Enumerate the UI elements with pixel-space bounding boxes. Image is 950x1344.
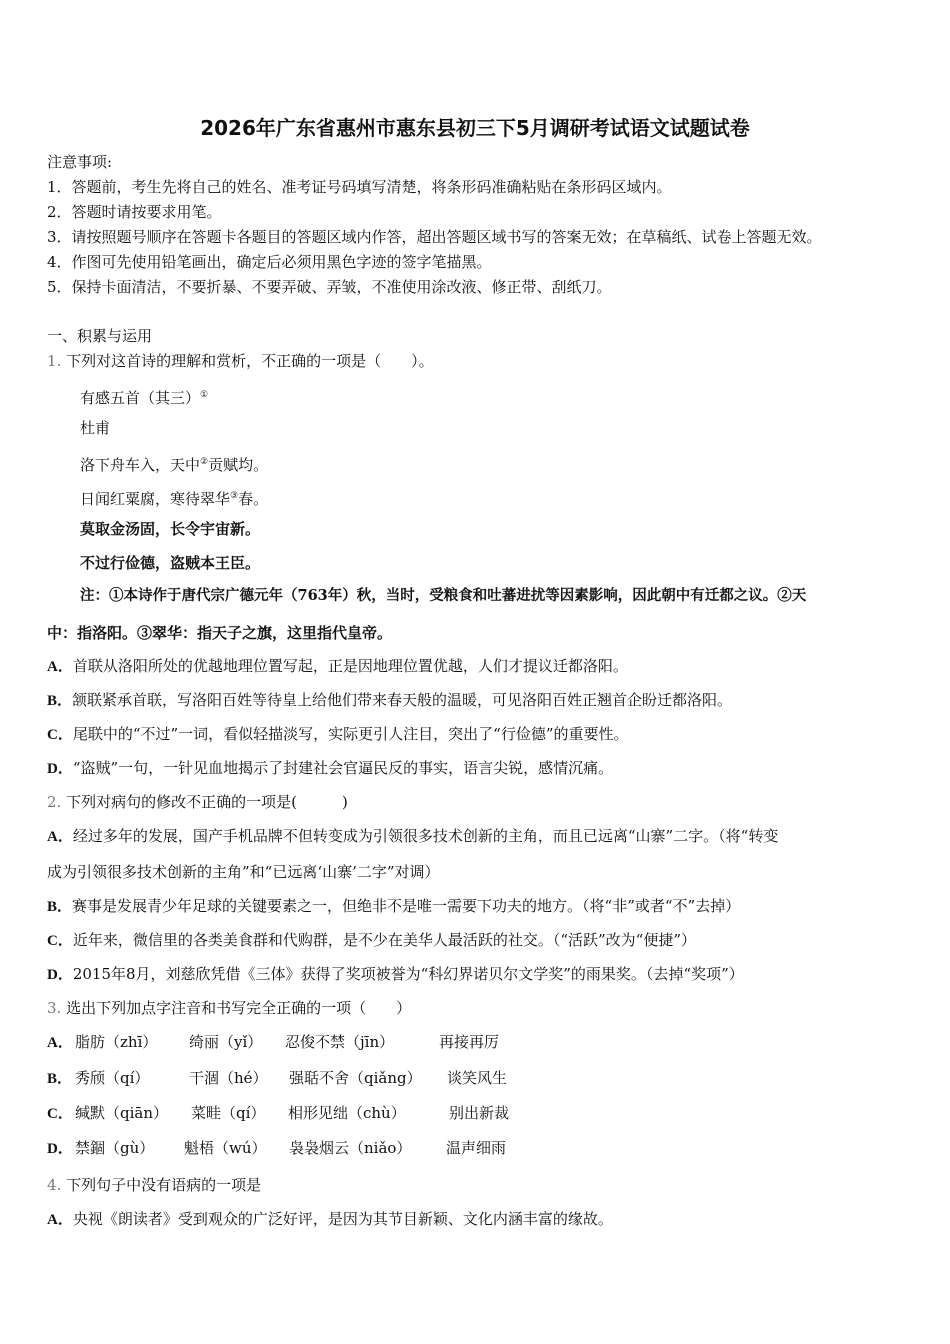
option-text: 颔联紧承首联，写洛阳百姓等待皇上给他们带来春天般的温暖，可见洛阳百姓正翘首企盼迁都洛阳。 bbox=[72, 691, 733, 709]
question-2-stem bbox=[47, 792, 348, 812]
option-text: 2015年8月，刘慈欣凭借《三体》获得了奖项被誉为“科幻界诺贝尔文学奖”的雨果奖。（去掉“奖项”） bbox=[72, 965, 744, 983]
notice-item: 2．答题时请按要求用笔。 bbox=[47, 203, 222, 221]
notice-item: 4．作图可先使用铅笔画出，确定后必须用黑色字迹的签字笔描黑。 bbox=[47, 253, 492, 271]
option-label: D． bbox=[47, 761, 73, 777]
notice-heading: 注意事项: bbox=[47, 153, 113, 171]
option-label: C． bbox=[47, 727, 73, 743]
question-number: 2. bbox=[47, 793, 62, 811]
option-label: A． bbox=[47, 1035, 73, 1051]
option-item: 干涸（hé） bbox=[189, 1069, 268, 1087]
option-c bbox=[47, 1103, 510, 1124]
question-number: 3. bbox=[47, 999, 62, 1017]
option-label: B． bbox=[47, 899, 73, 915]
option-item: 菜畦（qí） bbox=[191, 1104, 266, 1122]
option-a bbox=[47, 1209, 613, 1230]
option-d bbox=[47, 964, 744, 985]
notice-item: 1．答题前，考生先将自己的姓名、准考证号码填写清楚，将条形码准确粘贴在条形码区域内。 bbox=[47, 178, 672, 196]
option-item: 绮丽（yǐ） bbox=[189, 1033, 263, 1051]
option-text: 赛事是发展青少年足球的关键要素之一，但绝非不是唯一需要下功夫的地方。（将“非”或者“不”去掉） bbox=[72, 897, 741, 915]
poem-line: 不过行俭德，盗贼本王臣。 bbox=[80, 554, 261, 572]
option-label: D． bbox=[47, 1141, 73, 1157]
poem-note: 中：指洛阳。③翠华：指天子之旗，这里指代皇帝。 bbox=[47, 624, 393, 642]
poem-line bbox=[80, 486, 268, 509]
poem-title bbox=[80, 385, 208, 408]
question-text: 下列对这首诗的理解和赏析，不正确的一项是（ ）。 bbox=[66, 352, 434, 370]
poem-note: 注：①本诗作于唐代宗广德元年（763年）秋，当时，受粮食和吐蕃进扰等因素影响，因此朝中有迁都之议。②天 bbox=[80, 587, 807, 604]
option-a bbox=[47, 656, 628, 677]
option-text: 尾联中的“不过”一词，看似轻描淡写，实际更引人注目，突出了“行俭德”的重要性。 bbox=[72, 725, 629, 743]
option-label: D． bbox=[47, 967, 73, 983]
option-label: B． bbox=[47, 1071, 73, 1087]
option-item: 相形见绌（chù） bbox=[288, 1104, 406, 1122]
section-heading: 一、积累与运用 bbox=[47, 327, 153, 345]
question-text: 下列句子中没有语病的一项是 bbox=[66, 1176, 262, 1194]
question-3-stem bbox=[47, 998, 411, 1018]
option-label: A． bbox=[47, 1212, 73, 1228]
option-item: 缄默（qiān） bbox=[75, 1104, 169, 1122]
option-c bbox=[47, 724, 629, 745]
option-text: 央视《朗读者》受到观众的广泛好评，是因为其节目新颖、文化内涵丰富的缘故。 bbox=[72, 1210, 613, 1228]
option-b bbox=[47, 690, 732, 711]
footnote-mark: ③ bbox=[230, 491, 239, 501]
option-item: 魁梧（wú） bbox=[184, 1139, 267, 1157]
option-item: 别出新裁 bbox=[449, 1104, 510, 1122]
option-text: “盗贼”一句，一针见血地揭示了封建社会官逼民反的事实，语言尖锐，感情沉痛。 bbox=[72, 759, 614, 777]
exam-title: 2026年广东省惠州市惠东县初三下5月调研考试语文试题试卷 bbox=[200, 116, 750, 140]
option-b bbox=[47, 1068, 508, 1089]
notice-item: 5．保持卡面清洁，不要折暴、不要弄破、弄皱，不准使用涂改液、修正带、刮纸刀。 bbox=[47, 278, 612, 296]
option-label: A． bbox=[47, 829, 73, 845]
option-a bbox=[47, 1032, 500, 1053]
poem-line: 莫取金汤固，长令宇宙新。 bbox=[80, 520, 261, 538]
option-item: 脂肪（zhī） bbox=[75, 1033, 158, 1051]
option-label: C． bbox=[47, 933, 73, 949]
option-item: 强聒不舍（qiǎng） bbox=[289, 1069, 422, 1087]
option-item: 忍俊不禁（jīn） bbox=[285, 1033, 395, 1051]
question-text: 选出下列加点字注音和书写完全正确的一项（ ） bbox=[66, 999, 412, 1017]
option-text: 经过多年的发展，国产手机品牌不但转变成为引领很多技术创新的主角，而且已远离“山寨”二字。（将“转变 bbox=[72, 827, 779, 845]
option-label: B． bbox=[47, 693, 73, 709]
question-1-stem bbox=[47, 351, 434, 371]
question-text: 下列对病句的修改不正确的一项是( ) bbox=[66, 793, 348, 811]
option-item: 再接再厉 bbox=[439, 1033, 500, 1051]
notice-item: 3．请按照题号顺序在答题卡各题目的答题区域内作答，超出答题区域书写的答案无效；在草稿纸、试卷上答题无效。 bbox=[47, 228, 822, 246]
question-number: 4. bbox=[47, 1176, 62, 1194]
option-text-continued: 成为引领很多技术创新的主角”和“已远离‘山寨’二字”对调） bbox=[47, 863, 440, 881]
poem-line-text: 春。 bbox=[238, 490, 269, 508]
option-d bbox=[47, 1138, 507, 1159]
option-text: 近年来，微信里的各类美食群和代购群，是不少在美华人最活跃的社交。（“活跃”改为“便捷”） bbox=[72, 931, 697, 949]
footnote-mark: ① bbox=[200, 390, 209, 400]
poem-line-text: 贡赋均。 bbox=[208, 456, 269, 474]
option-item: 袅袅烟云（niǎo） bbox=[289, 1139, 412, 1157]
footnote-mark: ② bbox=[200, 457, 209, 467]
poem-line-text: 日闻红粟腐，寒待翠华 bbox=[80, 490, 231, 508]
option-item: 谈笑风生 bbox=[447, 1069, 508, 1087]
option-label: A． bbox=[47, 659, 73, 675]
option-d bbox=[47, 758, 613, 779]
option-b bbox=[47, 896, 740, 917]
poem-title-text: 有感五首（其三） bbox=[80, 389, 201, 407]
option-c bbox=[47, 930, 696, 951]
option-item: 温声细雨 bbox=[446, 1139, 507, 1157]
question-4-stem bbox=[47, 1175, 261, 1195]
option-label: C． bbox=[47, 1106, 73, 1122]
option-a bbox=[47, 826, 778, 847]
option-item: 秀颀（qí） bbox=[75, 1069, 150, 1087]
poem-line bbox=[80, 452, 268, 475]
poem-line-text: 洛下舟车入，天中 bbox=[80, 456, 201, 474]
question-number: 1. bbox=[47, 352, 62, 370]
option-text: 首联从洛阳所处的优越地理位置写起，正是因地理位置优越，人们才提议迁都洛阳。 bbox=[72, 657, 628, 675]
option-item: 禁錮（gù） bbox=[75, 1139, 155, 1157]
poem-author: 杜甫 bbox=[80, 419, 111, 437]
